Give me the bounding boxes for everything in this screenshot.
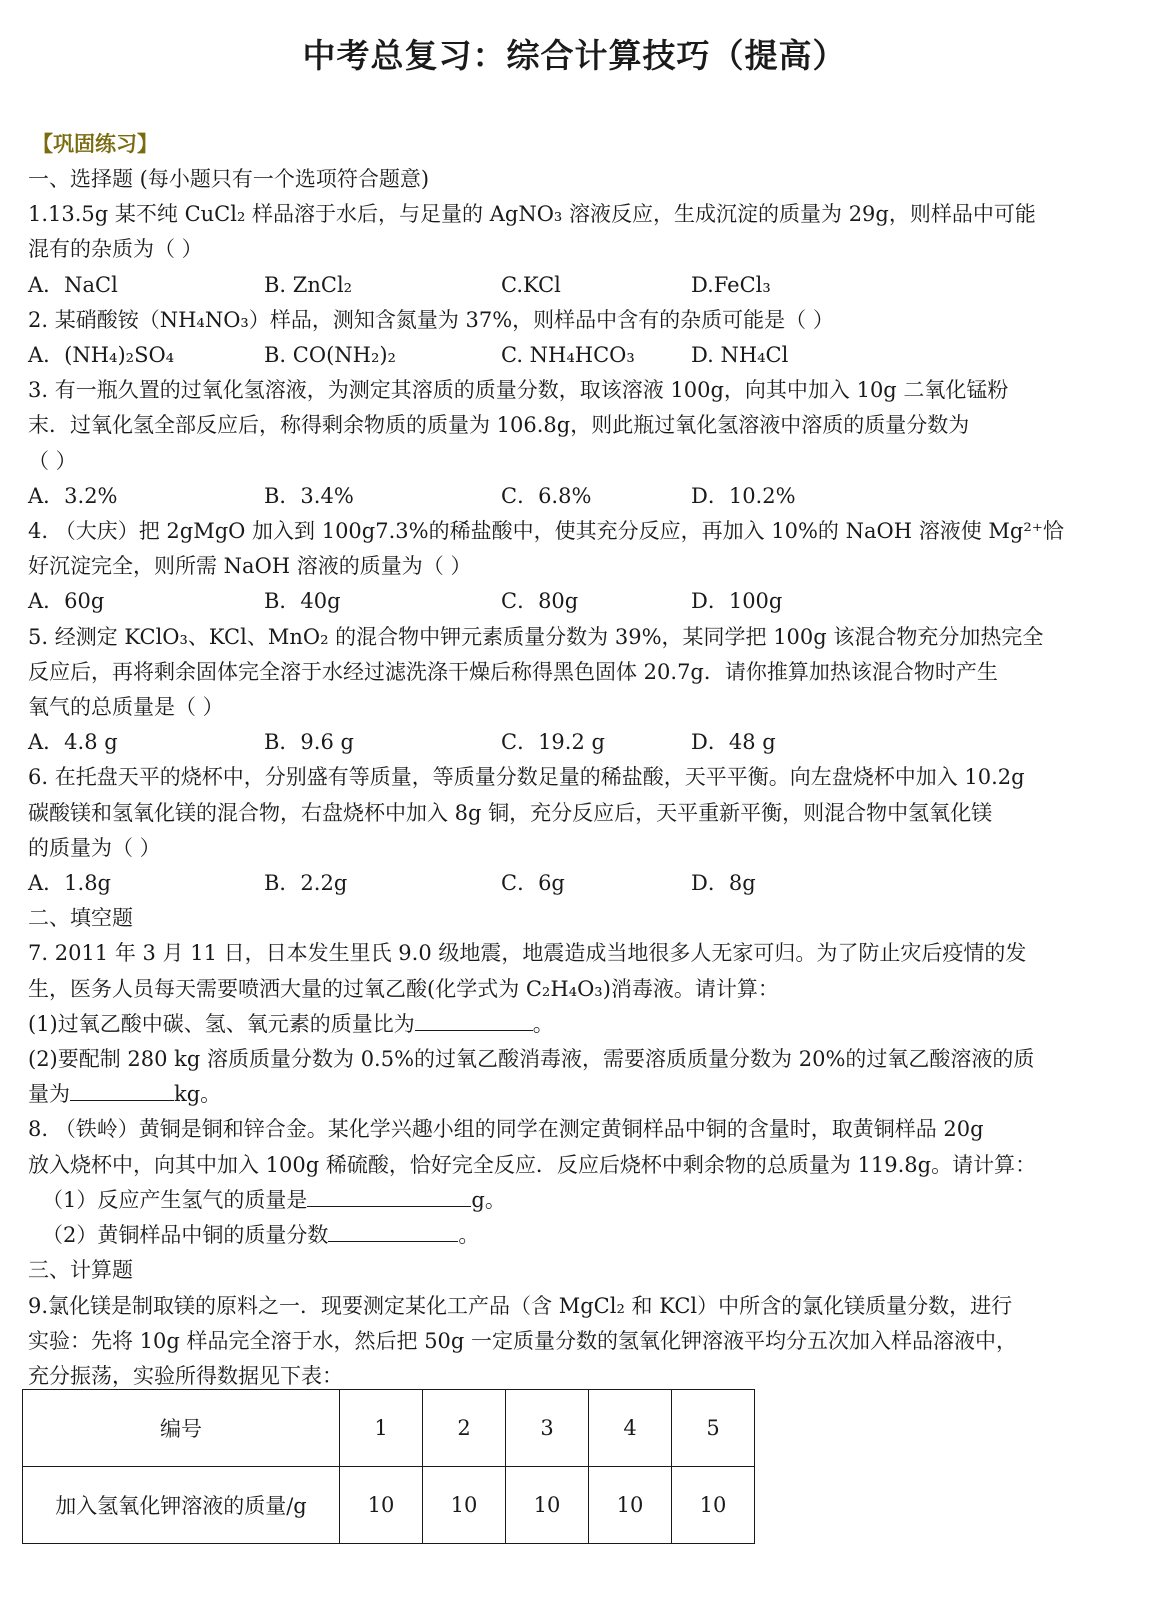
q6-option-d: D．8g xyxy=(691,871,756,896)
table-header-cell: 4 xyxy=(589,1390,672,1467)
q4-option-c: C．80g xyxy=(501,589,579,614)
q9-line1: 9.氯化镁是制取镁的原料之一．现要测定某化工产品（含 MgCl₂ 和 KCl）中所含的氯化镁质量分数，进行 xyxy=(28,1293,1013,1318)
q8-sub1 xyxy=(28,1183,1096,1218)
document-body xyxy=(28,162,1096,1394)
q7-sub1-text: (1)过氧乙酸中碳、氢、氧元素的质量比为 xyxy=(28,1011,415,1036)
part2-heading: 二、填空题 xyxy=(28,906,133,931)
q9-line2: 实验：先将 10g 样品完全溶于水，然后把 50g 一定质量分数的氢氧化钾溶液平均分五次加入样品溶液中， xyxy=(28,1328,1018,1353)
q3-option-c: C．6.8% xyxy=(501,483,592,508)
q8-sub2-end: 。 xyxy=(458,1223,480,1248)
q1-line2: 混有的杂质为（ ） xyxy=(28,237,203,262)
q4-option-b: B．40g xyxy=(264,589,341,614)
table-cell: 10 xyxy=(423,1467,506,1544)
q8-sub1-blank[interactable] xyxy=(307,1184,471,1207)
q7-sub1 xyxy=(28,1007,1096,1042)
q7-sub2-text: 量为 xyxy=(28,1082,70,1107)
q4-options xyxy=(28,584,1096,619)
q4-line2: 好沉淀完全，则所需 NaOH 溶液的质量为（ ） xyxy=(28,554,472,579)
q8-line1: 8. （铁岭）黄铜是铜和锌合金。某化学兴趣小组的同学在测定黄铜样品中铜的含量时，取黄铜样品 20g xyxy=(28,1117,984,1142)
q1-option-b: B. ZnCl₂ xyxy=(264,272,353,297)
q4-option-d: D．100g xyxy=(691,589,783,614)
part1-heading: 一、选择题 (每小题只有一个选项符合题意) xyxy=(28,167,430,191)
q4-option-a: A．60g xyxy=(28,589,105,614)
q2-option-d: D. NH₄Cl xyxy=(691,343,789,368)
q5-option-d: D．48 g xyxy=(691,730,776,755)
q5-option-a: A．4.8 g xyxy=(28,730,118,755)
q6-option-b: B．2.2g xyxy=(264,871,348,896)
table-cell: 10 xyxy=(340,1467,423,1544)
q7-line2: 生，医务人员每天需要喷洒大量的过氧乙酸(化学式为 C₂H₄O₃)消毒液。请计算： xyxy=(28,976,779,1001)
q6-line1: 6. 在托盘天平的烧杯中，分别盛有等质量，等质量分数足量的稀盐酸，天平平衡。向左盘烧杯中加入 10.2g xyxy=(28,765,1025,790)
q8-line2: 放入烧杯中，向其中加入 100g 稀硫酸，恰好完全反应．反应后烧杯中剩余物的总质量为 119.8g。请计算： xyxy=(28,1152,1037,1177)
q8-sub1-text: （1）反应产生氢气的质量是 xyxy=(42,1187,308,1212)
table-header-cell: 2 xyxy=(423,1390,506,1467)
q6-options xyxy=(28,866,1096,901)
page-title: 中考总复习：综合计算技巧（提高） xyxy=(302,36,847,75)
table-header-cell: 3 xyxy=(506,1390,589,1467)
q7-sub1-end: 。 xyxy=(532,1011,554,1036)
q5-line2: 反应后，再将剩余固体完全溶于水经过滤洗涤干燥后称得黑色固体 20.7g．请你推算加热该混合物时产生 xyxy=(28,659,998,684)
q8-sub2-blank[interactable] xyxy=(328,1219,458,1242)
section-tag: 【巩固练习】 xyxy=(32,132,158,156)
q3-line3: （ ） xyxy=(28,448,77,473)
q1-line1: 1.13.5g 某不纯 CuCl₂ 样品溶于水后，与足量的 AgNO₃ 溶液反应，生成沉淀的质量为 29g，则样品中可能 xyxy=(28,202,1036,227)
q8-sub2-text: （2）黄铜样品中铜的质量分数 xyxy=(42,1223,329,1248)
q5-option-c: C．19.2 g xyxy=(501,730,605,755)
table-cell: 10 xyxy=(672,1467,755,1544)
q3-options xyxy=(28,479,1096,514)
q7-sub2-blank[interactable] xyxy=(70,1078,174,1101)
q5-line1: 5. 经测定 KClO₃、KCl、MnO₂ 的混合物中钾元素质量分数为 39%，某同学把 100g 该混合物充分加热完全 xyxy=(28,624,1044,649)
q8-sub2 xyxy=(28,1218,1096,1253)
q6-option-a: A．1.8g xyxy=(28,871,112,896)
q8-sub1-end: g。 xyxy=(471,1187,506,1212)
q7-sub2-line1: (2)要配制 280 kg 溶质质量分数为 0.5%的过氧乙酸消毒液，需要溶质质量分数为 20%的过氧乙酸溶液的质 xyxy=(28,1047,1035,1072)
q2-option-b: B. CO(NH₂)₂ xyxy=(264,343,396,368)
q7-sub1-blank[interactable] xyxy=(415,1008,533,1031)
q9-line3: 充分振荡，实验所得数据见下表： xyxy=(28,1363,343,1388)
q1-option-d: D.FeCl₃ xyxy=(691,272,771,297)
q7-sub2-line2 xyxy=(28,1077,1096,1112)
q3-line2: 末．过氧化氢全部反应后，称得剩余物质的质量为 106.8g，则此瓶过氧化氢溶液中溶质的质量分数为 xyxy=(28,413,970,438)
q6-line2: 碳酸镁和氢氧化镁的混合物，右盘烧杯中加入 8g 铜，充分反应后，天平重新平衡，则混合物中氢氧化镁 xyxy=(28,800,993,825)
table-row-label: 加入氢氧化钾溶液的质量/g xyxy=(23,1467,340,1544)
data-table xyxy=(22,1389,755,1544)
table-cell: 10 xyxy=(506,1467,589,1544)
q2-line1: 2. 某硝酸铵（NH₄NO₃）样品，测知含氮量为 37%，则样品中含有的杂质可能是（ ） xyxy=(28,307,834,332)
table-header-cell: 1 xyxy=(340,1390,423,1467)
table-row xyxy=(23,1467,755,1544)
q4-line1: 4. （大庆）把 2gMgO 加入到 100g7.3%的稀盐酸中，使其充分反应，再加入 10%的 NaOH 溶液使 Mg²⁺恰 xyxy=(28,519,1064,544)
q2-option-c: C. NH₄HCO₃ xyxy=(501,343,635,368)
q3-option-b: B．3.4% xyxy=(264,483,354,508)
q1-options xyxy=(28,268,1096,303)
q7-sub2-end: kg。 xyxy=(174,1082,222,1107)
q2-options xyxy=(28,338,1096,373)
q5-line3: 氧气的总质量是（ ） xyxy=(28,695,224,720)
part3-heading: 三、计算题 xyxy=(28,1258,133,1283)
q5-option-b: B．9.6 g xyxy=(264,730,354,755)
table-header-row xyxy=(23,1390,755,1467)
q6-line3: 的质量为（ ） xyxy=(28,835,161,860)
table-cell: 10 xyxy=(589,1467,672,1544)
table-header-label: 编号 xyxy=(23,1390,340,1467)
q3-option-a: A．3.2% xyxy=(28,483,118,508)
q7-line1: 7. 2011 年 3 月 11 日，日本发生里氏 9.0 级地震，地震造成当地很多人无家可归。为了防止灾后疫情的发 xyxy=(28,941,1027,966)
q5-options xyxy=(28,725,1096,760)
q6-option-c: C．6g xyxy=(501,871,565,896)
q3-line1: 3. 有一瓶久置的过氧化氢溶液，为测定其溶质的质量分数，取该溶液 100g，向其中加入 10g 二氧化锰粉 xyxy=(28,378,1009,403)
q2-option-a: A．(NH₄)₂SO₄ xyxy=(28,343,175,368)
q1-option-c: C.KCl xyxy=(501,272,561,297)
q3-option-d: D．10.2% xyxy=(691,483,796,508)
q1-option-a: A．NaCl xyxy=(28,272,118,297)
table-header-cell: 5 xyxy=(672,1390,755,1467)
